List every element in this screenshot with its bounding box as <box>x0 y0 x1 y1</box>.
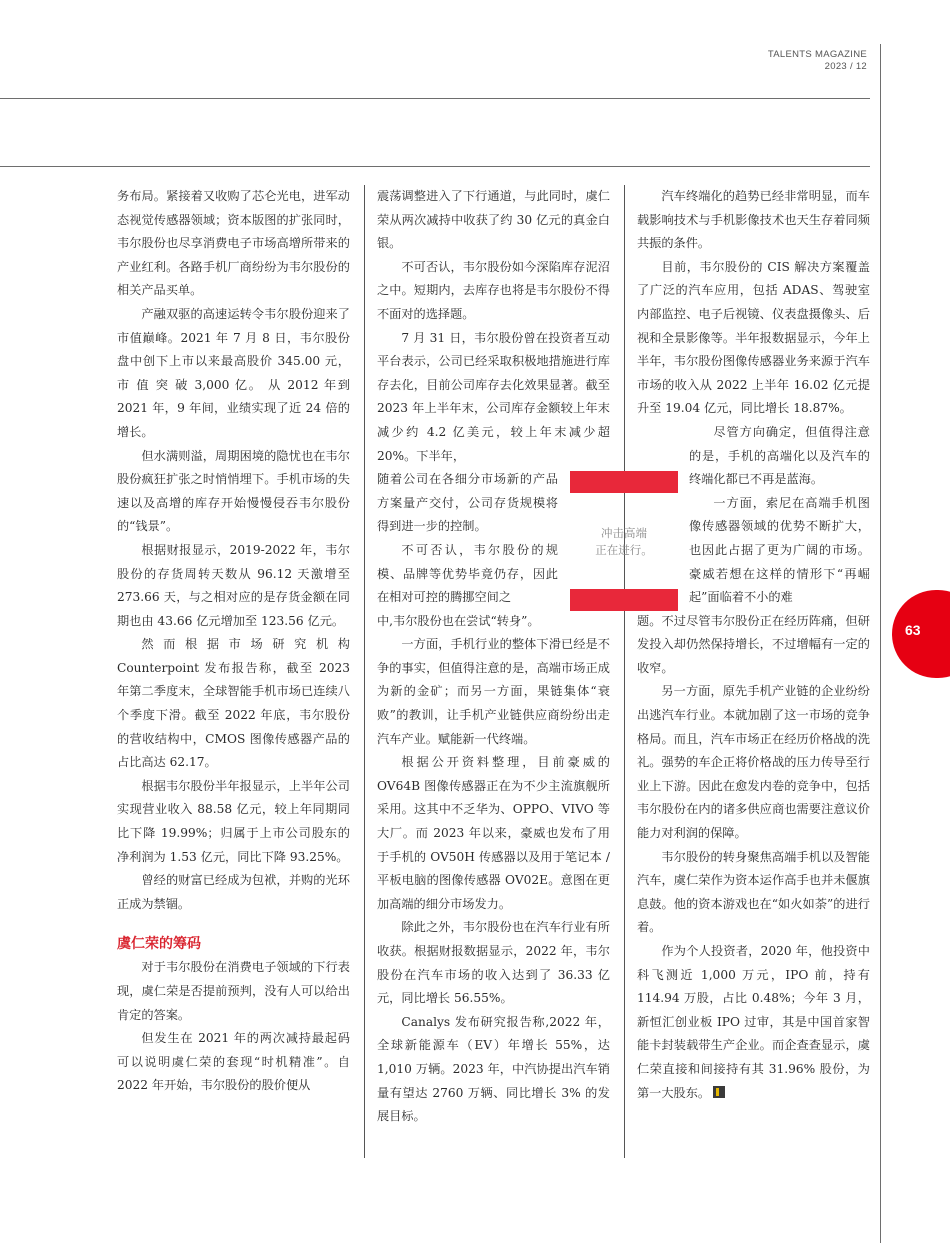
paragraph: 汽车终端化的趋势已经非常明显，而车载影响技术与手机影像技术也天生存着同频共振的条件。 <box>637 189 870 251</box>
pull-quote-line: 正在进行。 <box>595 543 653 557</box>
paragraph: 中,韦尔股份也在尝试“转身”。 <box>377 613 540 628</box>
paragraph-text: 作为个人投资者，2020 年，他投资中科飞测近 1,000 万元，IPO 前，持有 114.94 万股，占比 0.48%；今年 3 月，新恒汇创业板 IPO 过审，其是中国首家智能卡封装载带生产企业。而企查查显示，虞仁荣直接和间接持有其 31.96% 股份，为第一大股东。 <box>637 944 870 1100</box>
pull-quote-line: 冲击高端 <box>601 526 647 540</box>
paragraph: 除此之外，韦尔股份也在汽车行业有所收获。根据财报数据显示，2022 年，韦尔股份在汽车市场的收入达到了 36.33 亿元，同比增长 56.55%。 <box>377 920 610 1006</box>
paragraph: 目前，韦尔股份的 CIS 解决方案覆盖了广泛的汽车应用，包括 ADAS、驾驶室内部监控、电子后视镜、仪表盘摄像头、后视和全景影像等。半年报数据显示，今年上半年，韦尔股份图像传感器业务来源于汽车市场的收入从 2022 上半年 16.02 亿元提升至 19.04 亿元，同比增长 18.87%。 <box>637 259 870 416</box>
paragraph: 务布局。紧接着又收购了芯仑光电，进军动态视觉传感器领域；资本版图的扩张同时，韦尔股份也尽享消费电子市场高增所带来的产业红利。各路手机厂商纷纷为韦尔股份的相关产品买单。 <box>117 189 350 298</box>
vertical-rule <box>880 44 881 1243</box>
paragraph: 7 月 31 日，韦尔股份曾在投资者互动平台表示，公司已经采取积极地措施进行库存去化，目前公司库存去化效果显著。截至 2023 年上半年末，公司库存金额较上年末减少约 4.2 亿美元，较上年末减少超 20%。下半年， <box>377 330 610 463</box>
column-divider <box>624 185 625 1158</box>
issue-date: 2023 / 12 <box>824 61 867 72</box>
pull-quote-bar-top <box>570 471 678 493</box>
paragraph: 然 而 根 据 市 场 研 究 机 构 Counterpoint 发布报告称，截至 2023 年第二季度末，全球智能手机市场已连续八个季度下滑。截至 2022 年底，韦尔股份的营收结构中，CMOS 图像传感器产品的占比高达 62.17。 <box>117 637 350 770</box>
magazine-header <box>768 49 867 73</box>
paragraph: 根据韦尔股份半年报显示，上半年公司实现营业收入 88.58 亿元，较上年同期同比下降 19.99%；归属于上市公司股东的净利润为 1.53 亿元，同比下降 93.25%。 <box>117 778 350 864</box>
pull-quote-bar-bottom <box>570 589 678 611</box>
paragraph: 韦尔股份的转身聚焦高端手机以及智能汽车，虞仁荣作为资本运作高手也并未偃旗息鼓。他的资本游戏也在“如火如荼”的进行着。 <box>637 849 870 935</box>
section-heading: 虞仁荣的筹码 <box>117 936 201 953</box>
page-number: 63 <box>905 622 921 638</box>
magazine-title: TALENTS MAGAZINE <box>767 49 867 60</box>
paragraph: 产融双驱的高速运转令韦尔股份迎来了市值巅峰。2021 年 7 月 8 日，韦尔股份盘中创下上市以来最高股价 345.00 元， 市 值 突 破 3,000 亿。 从 2012 年到 2021 年，9 年间，业绩实现了近 24 倍的增长。 <box>117 306 350 439</box>
paragraph: 题。不过尽管韦尔股份正在经历阵痛，但研发投入却仍然保持增长，不过增幅有一定的收窄。 <box>637 613 870 675</box>
paragraph: 根据公开资料整理，目前豪威的 OV64B 图像传感器正在为不少主流旗舰所采用。这其中不乏华为、OPPO、VIVO 等大厂。而 2023 年以来，豪威也发布了用于手机的 OV50H 传感器以及用于笔记本 / 平板电脑的图像传感器 OV02E。意图在更加高端的细分市场发力。 <box>377 755 610 911</box>
paragraph: 对于韦尔股份在消费电子领域的下行表现，虞仁荣是否提前预判，没有人可以给出肯定的答案。 <box>117 960 350 1022</box>
paragraph <box>637 940 870 1105</box>
paragraph: 一方面，手机行业的整体下滑已经是不争的事实，但值得注意的是，高端市场正成为新的金矿；而另一方面，果链集体“衰败”的教训，让手机产业链供应商纷纷出走汽车产业。赋能新一代终端。 <box>377 637 610 746</box>
paragraph: 但水满则溢，周期困境的隐忧也在韦尔股份疯狂扩张之时悄悄埋下。手机市场的失速以及高增的库存开始慢慢侵吞韦尔股份的“钱景”。 <box>117 448 350 534</box>
pull-quote-text <box>570 525 678 559</box>
article-column-3 <box>637 185 870 1105</box>
end-mark-icon <box>713 1086 725 1098</box>
paragraph: 震荡调整进入了下行通道，与此同时，虞仁荣从两次减持中收获了约 30 亿元的真金白银。 <box>377 189 610 251</box>
paragraph: 不可否认，韦尔股份的规模、品牌等优势毕竟仍存，因此在相对可控的腾挪空间之 <box>377 542 558 605</box>
paragraph: 但发生在 2021 年的两次减持最起码可以说明虞仁荣的套现“时机精准”。自 2022 年开始，韦尔股份的股价便从 <box>117 1031 350 1093</box>
paragraph: 一方面，索尼在高端手机图像传感器领域的优势不断扩大，也因此占据了更为广阔的市场。豪威若想在这样的情形下“再崛起”面临着不小的难 <box>689 495 870 605</box>
paragraph: 曾经的财富已经成为包袱，并购的光环正成为禁锢。 <box>117 873 350 911</box>
column-divider <box>364 185 365 1158</box>
page-number-tab <box>892 590 950 678</box>
paragraph: 根据财报显示，2019-2022 年，韦尔股份的存货周转天数从 96.12 天激增至 273.66 天，与之相对应的是存货金额在同期也由 43.66 亿元增加至 123.56 亿元。 <box>117 542 350 628</box>
paragraph: 尽管方向确定，但值得注意的是，手机的高端化以及汽车的终端化都已不再是蓝海。 <box>689 424 870 487</box>
paragraph: 另一方面，原先手机产业链的企业纷纷出逃汽车行业。本就加剧了这一市场的竞争格局。而且，汽车市场正在经历价格战的洗礼。强势的车企正将价格战的压力传导至行业上下游。因此在愈发内卷的竞争中，包括韦尔股份在内的诸多供应商也需要注意议价能力对利润的保障。 <box>637 684 870 841</box>
paragraph: 随着公司在各细分市场新的产品方案量产交付，公司存货规模将得到进一步的控制。 <box>377 472 558 534</box>
article-column-1 <box>117 185 350 1098</box>
paragraph: 不可否认，韦尔股份如今深陷库存泥沼之中。短期内，去库存也将是韦尔股份不得不面对的选择题。 <box>377 259 610 321</box>
article-column-2 <box>377 185 610 1129</box>
pull-quote <box>570 471 678 611</box>
second-rule <box>0 166 870 167</box>
top-rule <box>0 98 870 99</box>
paragraph: Canalys 发布研究报告称,2022 年，全球新能源车（EV）年增长 55%，达 1,010 万辆。2023 年，中汽协提出汽车销量有望达 2760 万辆、同比增长 3% 的发展目标。 <box>377 1014 610 1124</box>
